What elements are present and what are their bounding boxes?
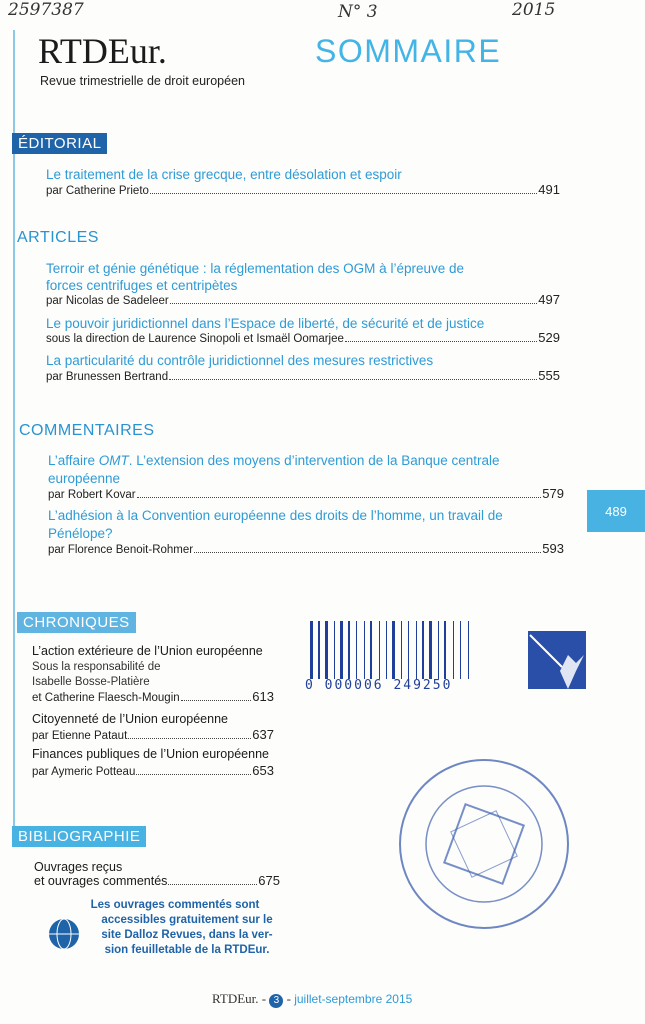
- article-1-author: par Nicolas de Sadeleer: [46, 295, 169, 307]
- leader-dots: [345, 340, 537, 342]
- footer-issue: 3: [269, 994, 283, 1008]
- bibliographie-note-line4: sion feuilletable de la RTDEur.: [104, 944, 270, 956]
- chronique-2-author: par Etienne Pataut: [32, 730, 128, 742]
- chronique-1-sub1: Sous la responsabilité de: [32, 661, 161, 673]
- footer-season: juillet-septembre 2015: [294, 992, 413, 1006]
- article-2-title: Le pouvoir juridictionnel dans l’Espace de liberté, de sécurité et de justice: [46, 316, 485, 331]
- leader-dots: [169, 378, 537, 380]
- barcode-bar: [356, 621, 357, 679]
- editorial-page: 491: [538, 182, 560, 197]
- section-label-editorial: ÉDITORIAL: [12, 133, 107, 154]
- bibliographie-line1: Ouvrages reçus: [34, 860, 123, 874]
- article-3-page: 555: [538, 368, 560, 383]
- article-3-author: par Brunessen Bertrand: [46, 371, 169, 383]
- chronique-1-title: L’action extérieure de l’Union européenne: [32, 644, 263, 658]
- barcode-bar: [408, 621, 409, 679]
- chronique-1-author: et Catherine Flaesch-Mougin: [32, 692, 180, 704]
- commentaire-1-page: 579: [542, 486, 564, 501]
- article-3-author-line: [46, 368, 560, 383]
- barcode-bar: [468, 621, 469, 679]
- leader-dots: [128, 737, 251, 739]
- section-label-chroniques: CHRONIQUES: [17, 612, 136, 633]
- barcode-bar: [422, 621, 424, 679]
- commentaire-2-title-line2: Pénélope?: [48, 526, 113, 541]
- chronique-3-title: Finances publiques de l’Union européenne: [32, 747, 269, 761]
- chronique-3-page: 653: [252, 763, 274, 778]
- commentaire-2-title-line1: L’adhésion à la Convention européenne des droits de l’homme, un travail de: [48, 508, 503, 523]
- barcode-bar: [392, 621, 395, 679]
- leader-dots: [168, 883, 257, 885]
- footer-journal: RTDEur.: [212, 991, 259, 1006]
- footer: [212, 991, 412, 1008]
- editorial-author: par Catherine Prieto: [46, 185, 149, 197]
- chronique-2-title: Citoyenneté de l’Union européenne: [32, 712, 228, 726]
- footer-sep2: -: [286, 991, 295, 1006]
- commentaire-1-title-line1: [48, 452, 500, 469]
- chronique-1-author-line: [32, 689, 274, 704]
- footer-sep1: -: [261, 991, 270, 1006]
- bibliographie-line2-text: et ouvrages commentés: [34, 874, 168, 888]
- chronique-2-page: 637: [252, 727, 274, 742]
- article-2-author: sous la direction de Laurence Sinopoli et Ismaël Oomarjee: [46, 333, 344, 345]
- commentaire-1-author-line: [48, 486, 564, 501]
- commentaire-1-title-post: . L’extension des moyens d’intervention de la Banque centrale: [128, 453, 500, 468]
- article-1-title-line2: forces centrifuges et centripètes: [46, 278, 238, 293]
- barcode-bar: [364, 621, 365, 679]
- article-1-page: 497: [538, 292, 560, 307]
- bibliographie-note-line2: accessibles gratuitement sur le: [101, 914, 273, 926]
- chronique-3-author: par Aymeric Potteau: [32, 766, 136, 778]
- chronique-1-page: 613: [252, 689, 274, 704]
- handwritten-issue-number: N° 3: [338, 2, 378, 22]
- barcode-logo-block: [528, 631, 586, 689]
- article-3-title: La particularité du contrôle juridictionnel des mesures restrictives: [46, 353, 434, 368]
- barcode-bar: [334, 621, 335, 679]
- commentaire-2-author-line: [48, 541, 564, 556]
- chronique-3-author-line: [32, 763, 274, 778]
- barcode-bar: [310, 621, 313, 679]
- barcode-bar: [370, 621, 372, 679]
- stamp-outer-ring: [400, 760, 568, 928]
- commentaire-2-author: par Florence Benoit-Rohmer: [48, 544, 194, 556]
- chronique-2-author-line: [32, 727, 274, 742]
- barcode-digits: 0 000006 249250: [305, 678, 453, 693]
- section-label-commentaires: COMMENTAIRES: [19, 422, 155, 439]
- barcode-bar: [429, 621, 432, 679]
- barcode-bar: [416, 621, 417, 679]
- barcode-bar: [386, 621, 387, 679]
- bibliographie-page: 675: [258, 873, 280, 888]
- leader-dots: [136, 773, 251, 775]
- article-2-author-line: [46, 330, 560, 345]
- barcode-bar: [460, 621, 461, 679]
- stamp-inner-ring: [426, 786, 542, 902]
- commentaire-1-author: par Robert Kovar: [48, 489, 136, 501]
- barcode-bar: [453, 621, 454, 679]
- handwritten-inventory-number: 2597387: [8, 0, 84, 20]
- leader-dots: [194, 551, 541, 553]
- article-2-page: 529: [538, 330, 560, 345]
- leader-dots: [181, 699, 252, 701]
- journal-subtitle: Revue trimestrielle de droit européen: [40, 74, 245, 88]
- section-label-bibliographie: BIBLIOGRAPHIE: [12, 826, 146, 847]
- library-stamp: [395, 755, 573, 933]
- chronique-1-sub2: Isabelle Bosse-Platière: [32, 676, 150, 688]
- barcode-bar: [348, 621, 350, 679]
- journal-logo: RTDEur.: [38, 31, 167, 71]
- section-label-articles: ARTICLES: [17, 229, 99, 246]
- leader-dots: [137, 496, 542, 498]
- barcode-bars: [310, 621, 469, 679]
- leader-dots: [170, 302, 538, 304]
- article-1-title-line1: Terroir et génie génétique : la réglementation des OGM à l’épreuve de: [46, 261, 464, 276]
- dalloz-globe-icon: [47, 917, 81, 951]
- bibliographie-note-line1: Les ouvrages commentés sont: [90, 899, 260, 911]
- barcode-bar: [438, 621, 439, 679]
- editorial-author-line: [46, 182, 560, 197]
- article-1-author-line: [46, 292, 560, 307]
- bibliographie-note-line3: site Dalloz Revues, dans la ver-: [101, 929, 273, 941]
- bibliographie-line2: [34, 873, 280, 888]
- barcode-bar: [444, 621, 446, 679]
- stamp-emblem-inner: [451, 811, 517, 877]
- leader-dots: [150, 192, 537, 194]
- barcode-bar: [318, 621, 320, 679]
- barcode-bar: [379, 621, 380, 679]
- barcode-bar: [325, 621, 328, 679]
- page-number-badge: 489: [587, 490, 645, 532]
- barcode-bar: [401, 621, 402, 679]
- commentaire-2-page: 593: [542, 541, 564, 556]
- commentaire-1-title-em: OMT: [98, 453, 129, 468]
- barcode-bar: [340, 621, 343, 679]
- editorial-title: Le traitement de la crise grecque, entre désolation et espoir: [46, 167, 402, 182]
- commentaire-1-title-pre: L’affaire: [48, 453, 99, 468]
- page-title: SOMMAIRE: [315, 33, 502, 69]
- handwritten-year: 2015: [512, 0, 556, 20]
- commentaire-1-title-line2: européenne: [48, 471, 121, 486]
